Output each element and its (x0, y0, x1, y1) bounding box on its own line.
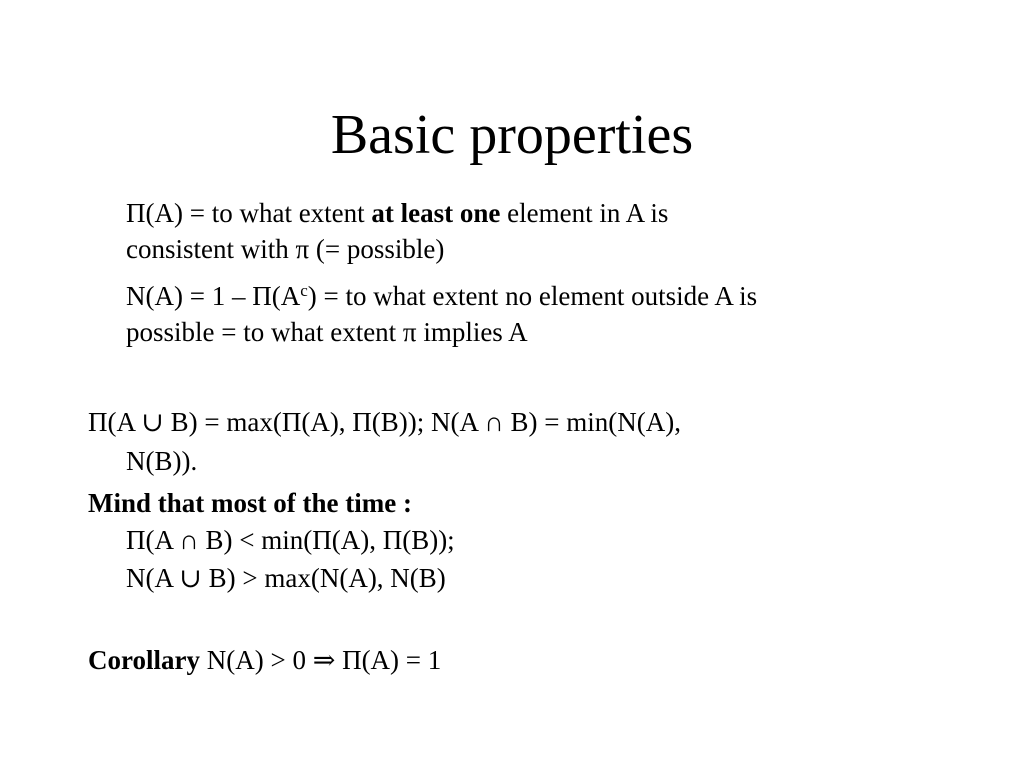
possibility-definition-post: element in A is (500, 198, 669, 228)
union-intersection-rule-line-1: Π(A ∪ B) = max(Π(A), Π(B)); N(A ∩ B) = min(N(A), (88, 407, 681, 437)
corollary-statement: N(A) > 0 ⇒ Π(A) = 1 (199, 645, 442, 675)
necessity-definition-pre: N(A) = 1 – Π(A (126, 281, 301, 311)
mind-that-line-3: N(A ∪ B) > max(N(A), N(B) (126, 563, 446, 593)
corollary-line (88, 642, 441, 678)
at-least-one-emphasis: at least one (371, 198, 501, 228)
possibility-definition-line-2: consistent with π (= possible) (126, 234, 445, 264)
possibility-definition-line-1 (126, 195, 668, 231)
possibility-definition-pre: Π(A) = to what extent (126, 198, 372, 228)
mind-that-heading: Mind that most of the time : (88, 488, 412, 518)
necessity-definition-line-1 (126, 278, 757, 314)
mind-that-line-2: Π(A ∩ B) < min(Π(A), Π(B)); (126, 525, 455, 555)
slide-title: Basic properties (330, 104, 694, 166)
necessity-definition-post: ) = to what extent no element outside A is (307, 281, 758, 311)
corollary-label: Corollary (88, 645, 200, 675)
union-intersection-rule-line-2: N(B)). (126, 446, 198, 476)
necessity-definition-line-2: possible = to what extent π implies A (126, 317, 528, 347)
complement-superscript: c (300, 281, 308, 300)
